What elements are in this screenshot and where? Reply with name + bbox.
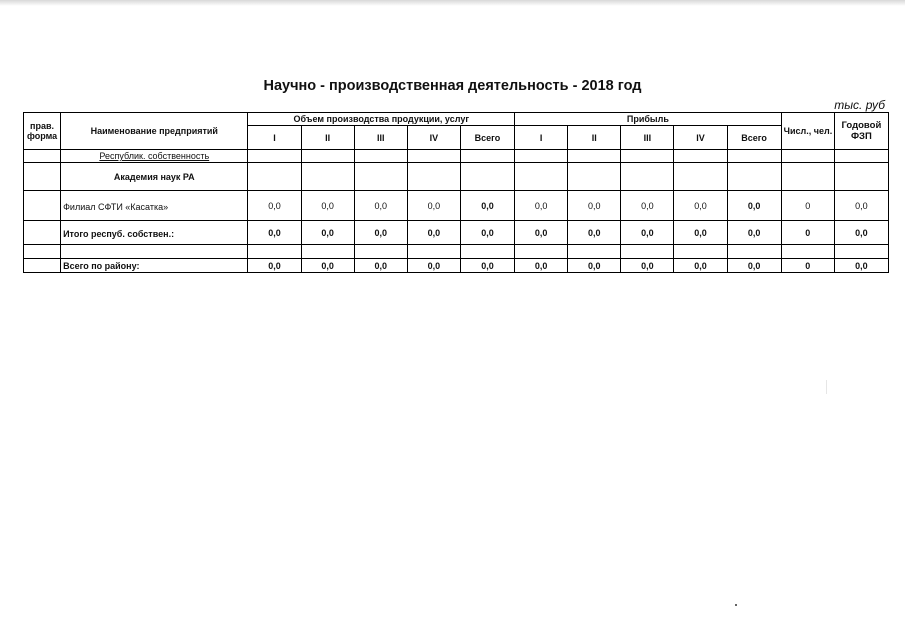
branch-volume-q4: 0,0	[407, 191, 460, 221]
header-volume-q4: IV	[407, 126, 460, 150]
group-label: Республик. собственность	[61, 150, 248, 163]
total-profit-q4: 0,0	[674, 221, 727, 245]
district-profit-q2: 0,0	[568, 259, 621, 273]
table-row-org	[24, 163, 889, 191]
total-volume-q1: 0,0	[248, 221, 301, 245]
header-volume-total: Всего	[460, 126, 514, 150]
branch-headcount: 0	[781, 191, 834, 221]
branch-volume-q2: 0,0	[301, 191, 354, 221]
district-label: Всего по району:	[61, 259, 248, 273]
header-profit-q4: IV	[674, 126, 727, 150]
header-profit-group: Прибыль	[515, 113, 782, 126]
district-profit-total: 0,0	[727, 259, 781, 273]
branch-profit-total: 0,0	[727, 191, 781, 221]
header-name: Наименование предприятий	[61, 113, 248, 150]
org-label: Академия наук РА	[61, 163, 248, 191]
document-title: Научно - производственная деятельность - 2018 год	[263, 78, 642, 94]
scan-artifact-mark	[826, 380, 827, 394]
table-row-district	[24, 259, 889, 273]
units-label: тыс. руб	[834, 98, 885, 112]
scan-artifact-dot	[735, 604, 737, 606]
header-volume-q3: III	[354, 126, 407, 150]
district-volume-q3: 0,0	[354, 259, 407, 273]
header-profit-q3: III	[621, 126, 674, 150]
district-volume-q4: 0,0	[407, 259, 460, 273]
district-volume-q2: 0,0	[301, 259, 354, 273]
district-profit-q4: 0,0	[674, 259, 727, 273]
header-profit-q1: I	[515, 126, 568, 150]
header-profit-q2: II	[568, 126, 621, 150]
district-payroll: 0,0	[834, 259, 888, 273]
branch-profit-q3: 0,0	[621, 191, 674, 221]
total-volume-q4: 0,0	[407, 221, 460, 245]
total-payroll: 0,0	[834, 221, 888, 245]
header-volume-q2: II	[301, 126, 354, 150]
table-row-empty	[24, 245, 889, 259]
district-profit-q3: 0,0	[621, 259, 674, 273]
header-profit-total: Всего	[727, 126, 781, 150]
district-volume-q1: 0,0	[248, 259, 301, 273]
table-row-total	[24, 221, 889, 245]
branch-profit-q4: 0,0	[674, 191, 727, 221]
table-row-group	[24, 150, 889, 163]
total-volume-q2: 0,0	[301, 221, 354, 245]
total-volume-q3: 0,0	[354, 221, 407, 245]
total-profit-q3: 0,0	[621, 221, 674, 245]
total-profit-q2: 0,0	[568, 221, 621, 245]
branch-profit-q1: 0,0	[515, 191, 568, 221]
header-volume-group: Объем производства продукции, услуг	[248, 113, 515, 126]
scan-top-edge	[0, 0, 905, 6]
branch-volume-total: 0,0	[460, 191, 514, 221]
total-volume-total: 0,0	[460, 221, 514, 245]
branch-label: Филиал СФТИ «Касатка»	[61, 191, 248, 221]
district-headcount: 0	[781, 259, 834, 273]
district-volume-total: 0,0	[460, 259, 514, 273]
total-profit-q1: 0,0	[515, 221, 568, 245]
branch-payroll: 0,0	[834, 191, 888, 221]
total-label: Итого респуб. собствен.:	[61, 221, 248, 245]
district-profit-q1: 0,0	[515, 259, 568, 273]
table-row-branch	[24, 191, 889, 221]
header-row-1	[24, 113, 889, 126]
header-legal-form: прав. форма	[24, 113, 61, 150]
total-profit-total: 0,0	[727, 221, 781, 245]
header-volume-q1: I	[248, 126, 301, 150]
report-table	[23, 112, 889, 273]
branch-volume-q3: 0,0	[354, 191, 407, 221]
cell-legal-form	[24, 150, 61, 163]
branch-profit-q2: 0,0	[568, 191, 621, 221]
total-headcount: 0	[781, 221, 834, 245]
header-headcount: Числ., чел.	[781, 113, 834, 150]
header-payroll: Годовой ФЗП	[834, 113, 888, 150]
branch-volume-q1: 0,0	[248, 191, 301, 221]
